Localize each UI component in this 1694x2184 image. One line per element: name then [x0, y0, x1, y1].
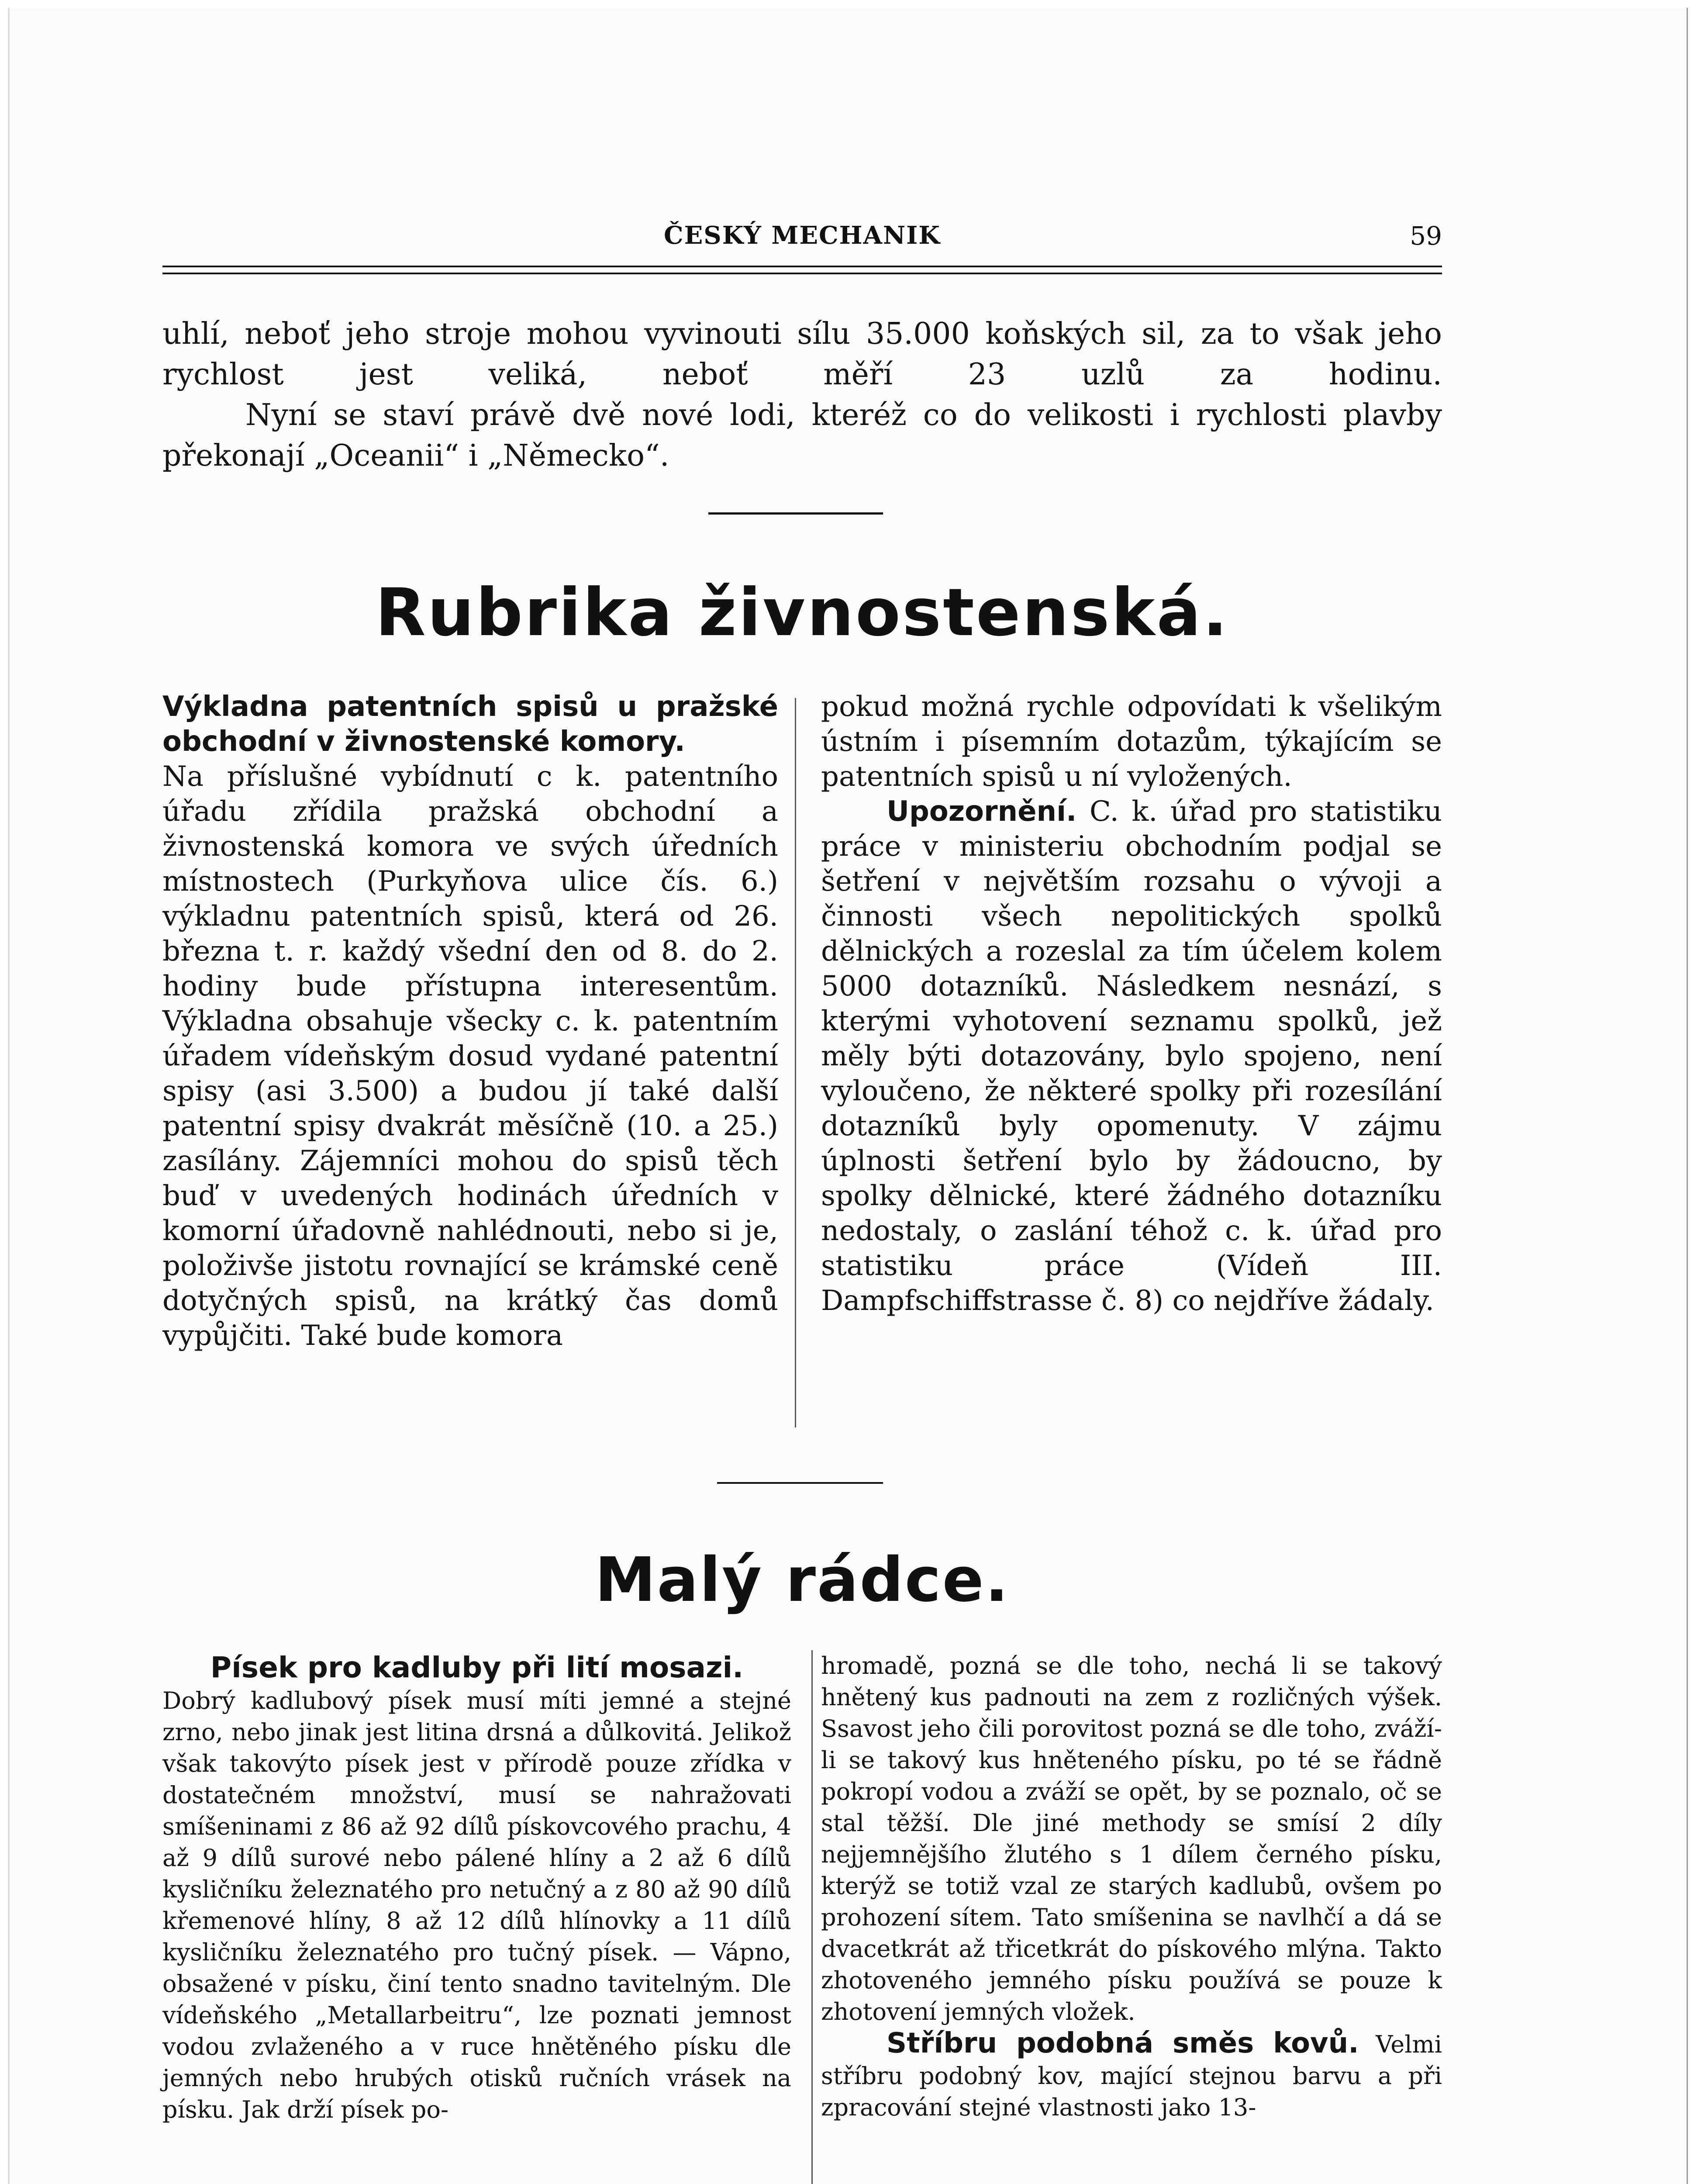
- article-body: Na příslušné vybídnutí c k. patentního úřadu zřídila pražská obchodní a živnostenská komora ve svých úředních místnostech (Purkyňova ulice čís. 6.) výkladnu patentních spisů, která od 26. března t. r. každý všední den od 8. do 2. hodiny bude přístupna interesentům. Výkladna obsahuje všecky c. k. patentním úřadem vídeňským dosud vydané patentní spisy (asi 3.500) a budou jí také další patentní spisy dvakrát měsíčně (10. a 25.) zasílány. Zájemníci mohou do spisů těch buď v uvedených hodinách úředních v komorní úřadovně nahlédnouti, nebo si je, položivše jistotu rovnající se krámské ceně dotyčných spisů, na krátký čas domů vypůjčiti. Také bude komora: [162, 760, 778, 1352]
- section-title-maly-radce: Malý rádce.: [595, 1545, 1010, 1616]
- article-heading: Stříbru podobná směs kovů.: [887, 2027, 1359, 2060]
- article-body: hromadě, pozná se dle toho, nechá li se takový hnětený kus padnouti na zem z rozličných výšek. Ssavost jeho čili porovitost pozná se dle toho, zváží-li se takový kus hněteného písku, po té se řádně pokropí vodou a zváží se opět, by se poznalo, oč se stal těžší. Dle jiné methody se smísí 2 díly nejjemnějšího žlutého s 1 dílem černého písku, kterýž se totiž vzal ze starých kadlubů, ovšem po prohození sítem. Tato smíšenina se navlhčí a dá se dvacetkrát až třicetkrát do pískového mlýna. Takto zhotoveného jemného písku používá se pouze k zhotovení jemných vložek.: [821, 1652, 1442, 2025]
- column-left: [162, 689, 778, 1353]
- page-number: 59: [1410, 221, 1442, 251]
- intro-text: [162, 314, 1442, 476]
- intro-paragraph: Nyní se staví právě dvě nové lodi, kteréž co do velikosti i rychlosti plavby překonají „Oceanii“ i „Německo“.: [162, 398, 1442, 473]
- running-title: ČESKÝ MECHANIK: [664, 221, 941, 250]
- column-divider: [811, 1650, 813, 2184]
- article-heading: Písek pro kadluby při lití mosazi.: [210, 1651, 744, 1684]
- column-right: [821, 689, 1442, 1318]
- article-heading: Výkladna patentních spisů u pražské obchodní v živnostenské komory.: [162, 691, 778, 758]
- article-body: C. k. úřad pro statistiku práce v ministeriu obchodním podjal se šetření v největším rozsahu o vývoji a činnosti všech nepolitických spolků dělnických a rozeslal za tím účelem kolem 5000 dotazníků. Následkem nesnází, s kterými vyhotovení seznamu spolků, jež měly býti dotazovány, bylo spojeno, není vyloučeno, že některé spolky při rozesílání dotazníků byly opomenuty. V zájmu úplnosti šetření bylo by žádoucno, by spolky dělnické, které žádného dotazníku nedostaly, o zaslání téhož c. k. úřad pro statistiku práce (Vídeň III. Dampfschiffstrasse č. 8) co nejdříve žádaly.: [821, 795, 1442, 1317]
- page-edge: [1687, 8, 1688, 2184]
- column-right: [821, 1650, 1442, 2123]
- column-divider: [795, 698, 796, 1427]
- article-body: pokud možná rychle odpovídati k všelikým ústním i písemním dotazům, týkajícím se patentních spisů u ní vyložených.: [821, 691, 1442, 793]
- column-left: [162, 1650, 791, 2125]
- running-header: [162, 221, 1442, 256]
- separator-rule: [717, 1482, 883, 1484]
- header-rule: [162, 266, 1442, 274]
- intro-paragraph: uhlí, neboť jeho stroje mohou vyvinouti sílu 35.000 koňských sil, za to však jeho rychlost jest veliká, neboť měří 23 uzlů za hodinu.: [162, 317, 1442, 392]
- article-body: Dobrý kadlubový písek musí míti jemné a stejné zrno, nebo jinak jest litina drsná a důlkovitá. Jelikož však takovýto písek jest v přírodě pouze zřídka v dostatečném množství, musí se nahražovati smíšeninami z 86 až 92 dílů pískovcového prachu, 4 až 9 dílů surové nebo pálené hlíny a 2 až 6 dílů kysličníku železnatého pro netučný a z 80 až 90 dílů křemenové hlíny, 8 až 12 dílů hlínovky a 11 dílů kysličníku železnatého pro tučný písek. — Vápno, obsažené v písku, činí tento snadno tavitelným. Dle vídeňského „Metallarbeitru“, lze poznati jemnost vodou zvlaženého a v ruce hnětěného písku dle jemných nebo hrubých otisků ručních vrásek na písku. Jak drží písek po-: [162, 1687, 791, 2123]
- section-title-rubrika: Rubrika živnostenská.: [375, 575, 1229, 651]
- page: [8, 8, 1688, 2184]
- separator-rule: [708, 512, 883, 515]
- article-heading: Upozornění.: [887, 795, 1077, 828]
- article-body: Velmi stříbru podobný kov, mající stejnou barvu a při zpracování stejné vlastnosti jako 13-: [821, 2031, 1442, 2121]
